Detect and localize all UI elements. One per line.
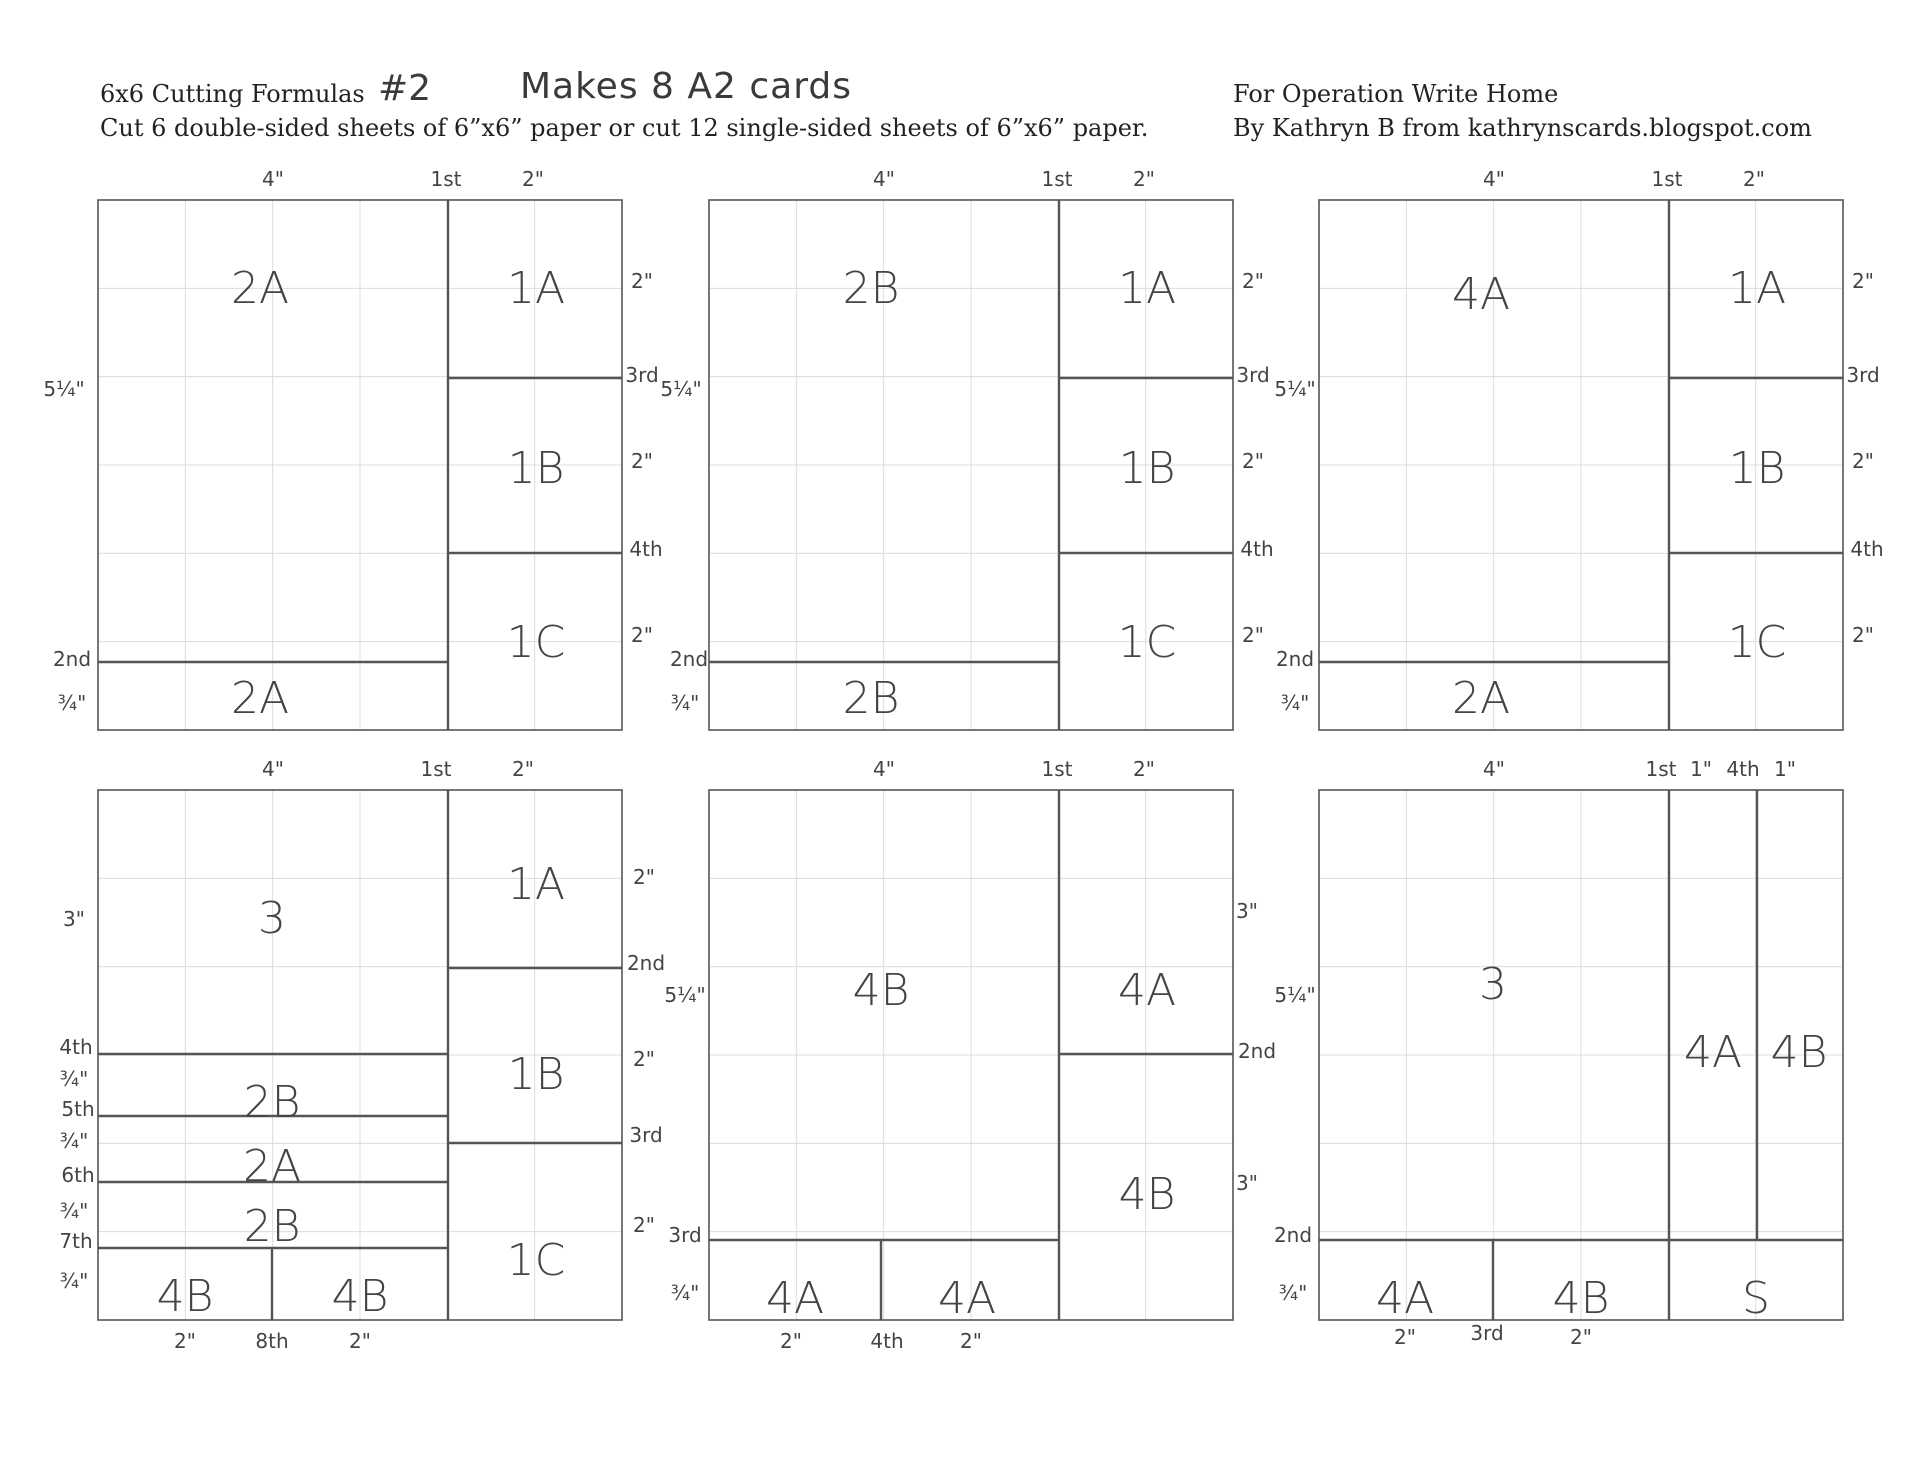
sheet-5-top-dim: 1st	[1041, 757, 1073, 781]
sheet-6-piece-label: 4A	[1375, 1273, 1435, 1324]
sheet-4-left-dim: 4th	[59, 1035, 93, 1059]
sheet-1-left-dim: ¾"	[57, 691, 87, 715]
sheet-2-piece-label: 1A	[1117, 263, 1177, 314]
sheet-4-piece-label: 2A	[242, 1141, 302, 1192]
sheet-4-piece-label: 4B	[156, 1271, 214, 1322]
sheet-3-top-dim: 2"	[1743, 167, 1765, 191]
sheet-1-right-dim: 2"	[631, 623, 653, 647]
sheet-3-right-dim: 2"	[1852, 449, 1874, 473]
sheet-5-bottom-dim: 2"	[960, 1329, 982, 1353]
sheet-4-piece-label: 2B	[243, 1077, 301, 1128]
sheet-6-piece-label: 4B	[1770, 1027, 1828, 1078]
sheet-6-left-dim: 2nd	[1273, 1223, 1313, 1247]
sheet-3-top-dim: 4"	[1483, 167, 1505, 191]
sheet-3-piece-label: 1A	[1727, 263, 1787, 314]
sheet-6-left-dim: 5¼"	[1274, 983, 1316, 1007]
sheet-3-right-dim: 4th	[1850, 537, 1884, 561]
sheet-5-top-dim: 2"	[1133, 757, 1155, 781]
sheet-4-left-dim: 5th	[61, 1097, 95, 1121]
instructions: Cut 6 double-sided sheets of 6”x6” paper or cut 12 single-sided sheets of 6”x6” paper.	[100, 114, 1149, 142]
sheet-2-piece-label: 1C	[1117, 617, 1177, 668]
sheet-6-bottom-dim: 2"	[1570, 1325, 1592, 1349]
sheet-1-right-dim: 3rd	[625, 363, 659, 387]
sheet-2-right-dim: 4th	[1240, 537, 1274, 561]
sheet-6-top-dim: 4th	[1726, 757, 1760, 781]
sheet-5-bottom-dim: 4th	[870, 1329, 904, 1353]
sheet-1-left-dim: 2nd	[52, 647, 92, 671]
sheet-1-piece-label: 2A	[230, 673, 290, 724]
sheet-4-piece-label: 1A	[506, 859, 566, 910]
sheet-2-top-dim: 4"	[873, 167, 895, 191]
credit-line-1: For Operation Write Home	[1233, 80, 1559, 108]
sheet-5-piece-label: 4A	[1117, 965, 1177, 1016]
sheet-3-right-dim: 3rd	[1846, 363, 1880, 387]
sheet-2-right-dim: 2"	[1242, 269, 1264, 293]
sheet-5-right-dim: 2nd	[1237, 1039, 1277, 1063]
sheet-4-right-dim: 2nd	[626, 951, 666, 975]
sheet-3-piece-label: 2A	[1451, 673, 1511, 724]
sheet-4-bottom-dim: 2"	[349, 1329, 371, 1353]
sheet-2-left-dim: ¾"	[670, 691, 700, 715]
sheet-3-right-dim: 2"	[1852, 269, 1874, 293]
sheet-5-bottom-dim: 2"	[780, 1329, 802, 1353]
sheet-6-top-dim: 1st	[1645, 757, 1677, 781]
sheet-4-left-dim: 7th	[59, 1229, 93, 1253]
sheet-4-piece-label: 1B	[507, 1049, 565, 1100]
sheet-1-piece-label: 1A	[506, 263, 566, 314]
sheet-4-right-dim: 2"	[633, 1047, 655, 1071]
sheet-5-piece-label: 4B	[852, 965, 910, 1016]
sheet-4-bottom-dim: 8th	[255, 1329, 289, 1353]
sheet-6-top-dim: 1"	[1690, 757, 1712, 781]
sheet-4-left-dim: ¾"	[59, 1199, 89, 1223]
sheet-1-left-dim: 5¼"	[43, 377, 85, 401]
sheet-6-bottom-dim: 2"	[1394, 1325, 1416, 1349]
sheet-5-left-dim: 5¼"	[664, 983, 706, 1007]
sheet-4-piece-label: 1C	[506, 1235, 566, 1286]
sheet-4-piece-label: 4B	[331, 1271, 389, 1322]
sheet-2-right-dim: 2"	[1242, 449, 1264, 473]
sheet-1-piece-label: 1B	[507, 443, 565, 494]
sheet-2-piece-label: 2B	[842, 673, 900, 724]
sheet-4-top-dim: 1st	[420, 757, 452, 781]
sheet-6-bottom-dim: 3rd	[1470, 1321, 1504, 1345]
sheet-1-piece-label: 2A	[230, 263, 290, 314]
sheet-2-right-dim: 2"	[1242, 623, 1264, 647]
sheet-2-top-dim: 1st	[1041, 167, 1073, 191]
sheet-2-piece-label: 2B	[842, 263, 900, 314]
sheet-5-piece-label: 4B	[1118, 1169, 1176, 1220]
sheet-2-left-dim: 5¼"	[660, 377, 702, 401]
sheet-1-right-dim: 4th	[629, 537, 663, 561]
sheet-1-top-dim: 1st	[430, 167, 462, 191]
sheet-5-right-dim: 3"	[1236, 1171, 1258, 1195]
sheet-4-top-dim: 2"	[512, 757, 534, 781]
sheet-4-right-dim: 2"	[633, 865, 655, 889]
sheet-3-top-dim: 1st	[1651, 167, 1683, 191]
sheet-5-left-dim: ¾"	[670, 1281, 700, 1305]
sheet-3-right-dim: 2"	[1852, 623, 1874, 647]
sheet-6-top-dim: 1"	[1774, 757, 1796, 781]
formula-number: #2	[378, 68, 432, 109]
sheet-5-piece-label: 4A	[937, 1273, 997, 1324]
sheet-4-left-dim: ¾"	[59, 1269, 89, 1293]
sheet-4-left-dim: 3"	[63, 907, 85, 931]
sheet-4-right-dim: 2"	[633, 1213, 655, 1237]
sheet-5-piece-label: 4A	[765, 1273, 825, 1324]
sheet-2-piece-label: 1B	[1118, 443, 1176, 494]
sheet-2-left-dim: 2nd	[669, 647, 709, 671]
sheet-6-piece-label: 4B	[1552, 1273, 1610, 1324]
sheet-4-left-dim: ¾"	[59, 1129, 89, 1153]
sheet-3-piece-label: 1B	[1728, 443, 1786, 494]
sheet-1-top-dim: 4"	[262, 167, 284, 191]
sheet-2-top-dim: 2"	[1133, 167, 1155, 191]
page-title: 6x6 Cutting Formulas	[100, 80, 365, 108]
sheet-5-right-dim: 3"	[1236, 899, 1258, 923]
sheet-5-left-dim: 3rd	[668, 1223, 702, 1247]
sheet-3-left-dim: 5¼"	[1274, 377, 1316, 401]
sheet-1-right-dim: 2"	[631, 269, 653, 293]
sheet-3-piece-label: 4A	[1451, 269, 1511, 320]
makes-note: Makes 8 A2 cards	[520, 66, 852, 107]
sheet-4-right-dim: 3rd	[629, 1123, 663, 1147]
sheet-5-top-dim: 4"	[873, 757, 895, 781]
sheet-3-left-dim: 2nd	[1275, 647, 1315, 671]
sheet-1-piece-label: 1C	[506, 617, 566, 668]
credit-line-2: By Kathryn B from kathrynscards.blogspot.com	[1233, 114, 1812, 142]
sheet-6-left-dim: ¾"	[1278, 1281, 1308, 1305]
sheet-4-top-dim: 4"	[262, 757, 284, 781]
sheet-1-right-dim: 2"	[631, 449, 653, 473]
sheet-4-left-dim: 6th	[61, 1163, 95, 1187]
sheet-2-right-dim: 3rd	[1236, 363, 1270, 387]
sheet-4-left-dim: ¾"	[59, 1067, 89, 1091]
sheet-6-piece-label: S	[1742, 1273, 1770, 1324]
sheet-3-left-dim: ¾"	[1280, 691, 1310, 715]
sheet-4-piece-label: 2B	[243, 1201, 301, 1252]
sheet-6-top-dim: 4"	[1483, 757, 1505, 781]
sheet-4-bottom-dim: 2"	[174, 1329, 196, 1353]
sheet-1-top-dim: 2"	[522, 167, 544, 191]
sheet-3-piece-label: 1C	[1727, 617, 1787, 668]
sheet-4-piece-label: 3	[258, 893, 286, 944]
sheet-6-piece-label: 3	[1479, 959, 1507, 1010]
sheet-6-piece-label: 4A	[1683, 1027, 1743, 1078]
